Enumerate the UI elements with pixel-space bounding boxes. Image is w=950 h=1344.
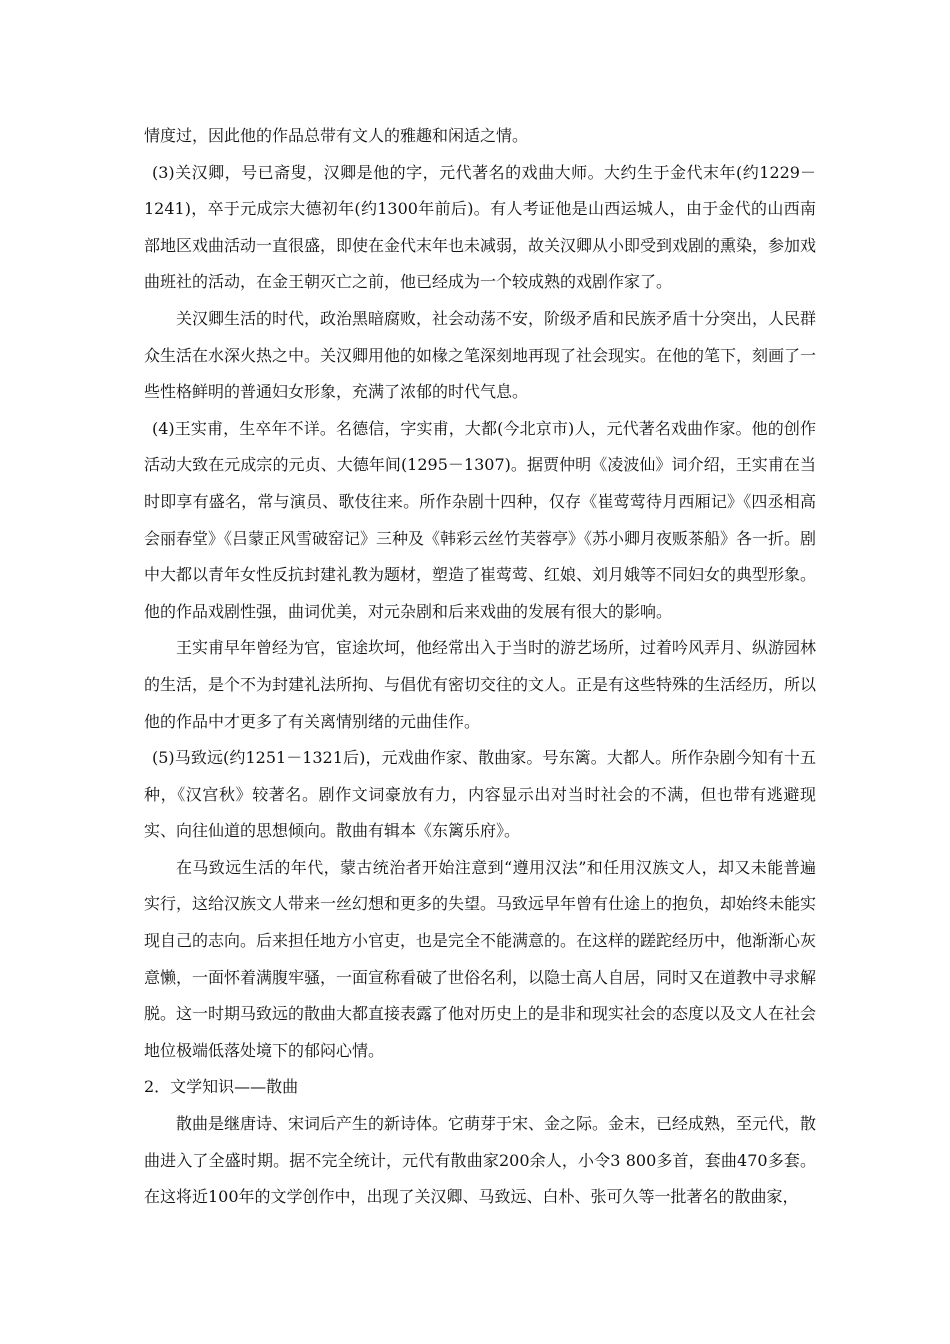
paragraph-continuation: 情度过，因此他的作品总带有文人的雅趣和闲适之情。 (144, 126, 529, 145)
section-heading-sanqu: 2．文学知识——散曲 (144, 1077, 299, 1097)
paragraph-wang-shifu-life: 王实甫早年曾经为官，宦途坎坷，他经常出入于当时的游艺场所，过着吟风弄月、纵游园林的生活，是个不为封建礼法所拘、与倡优有密切交往的文人。正是有这些特殊的生活经历，所以他的作品中才更多了有关离情别绪的元曲佳作。 (144, 638, 817, 731)
paragraph-sanqu-intro: 散曲是继唐诗、宋词后产生的新诗体。它萌芽于宋、金之际。金末，已经成熟，至元代，散曲进入了全盛时期。据不完全统计，元代有散曲家200余人，小令3 800多首，套曲470多套。在这将近100年的文学创作中，出现了关汉卿、马致远、白朴、张可久等一批著名的散曲家， (144, 1114, 817, 1207)
paragraph-guan-hanqing-bio: (3)关汉卿，号已斋叟，汉卿是他的字，元代著名的戏曲大师。大约生于金代末年(约1229－1241)，卒于元成宗大德初年(约1300年前后)。有人考证他是山西运城人，由于金代的山西南部地区戏曲活动一直很盛，即使在金代末年也未减弱，故关汉卿从小即受到戏剧的熏染，参加戏曲班社的活动，在金王朝灭亡之前，他已经成为一个较成熟的戏剧作家了。 (144, 162, 817, 292)
document-body (144, 118, 816, 1216)
paragraph-guan-hanqing-era: 关汉卿生活的时代，政治黑暗腐败，社会动荡不安，阶级矛盾和民族矛盾十分突出，人民群众生活在水深火热之中。关汉卿用他的如椽之笔深刻地再现了社会现实。在他的笔下，刻画了一些性格鲜明的普通妇女形象，充满了浓郁的时代气息。 (144, 308, 817, 402)
paragraph-ma-zhiyuan-bio: (5)马致远(约1251－1321后)，元戏曲作家、散曲家。号东篱。大都人。所作杂剧今知有十五种，《汉宫秋》较著名。剧作文词豪放有力，内容显示出对当时社会的不满，但也带有逃避现实、向往仙道的思想倾向。散曲有辑本《东篱乐府》。 (144, 748, 816, 841)
paragraph-wang-shifu-bio: (4)王实甫，生卒年不详。名德信，字实甫，大都(今北京市)人，元代著名戏曲作家。他的创作活动大致在元成宗的元贞、大德年间(1295－1307)。据贾仲明《凌波仙》词介绍，王实甫在当时即享有盛名，常与演员、歌伎往来。所作杂剧十四种，仅存《崔莺莺待月西厢记》《四丞相高会丽春堂》《吕蒙正风雪破窑记》三种及《韩彩云丝竹芙蓉亭》《苏小卿月夜贩茶船》各一折。剧中大都以青年女性反抗封建礼教为题材，塑造了崔莺莺、红娘、刘月娥等不同妇女的典型形象。他的作品戏剧性强，曲词优美，对元杂剧和后来戏曲的发展有很大的影响。 (144, 418, 817, 621)
paragraph-ma-zhiyuan-era: 在马致远生活的年代，蒙古统治者开始注意到“遵用汉法”和任用汉族文人，却又未能普遍实行，这给汉族文人带来一丝幻想和更多的失望。马致远早年曾有仕途上的抱负，却始终未能实现自己的志向。后来担任地方小官吏，也是完全不能满意的。在这样的蹉跎经历中，他渐渐心灰意懒，一面怀着满腹牢骚，一面宣称看破了世俗名利，以隐士高人自居，同时又在道教中寻求解脱。这一时期马致远的散曲大都直接表露了他对历史上的是非和现实社会的态度以及文人在社会地位极端低落处境下的郁闷心情。 (144, 857, 817, 1060)
